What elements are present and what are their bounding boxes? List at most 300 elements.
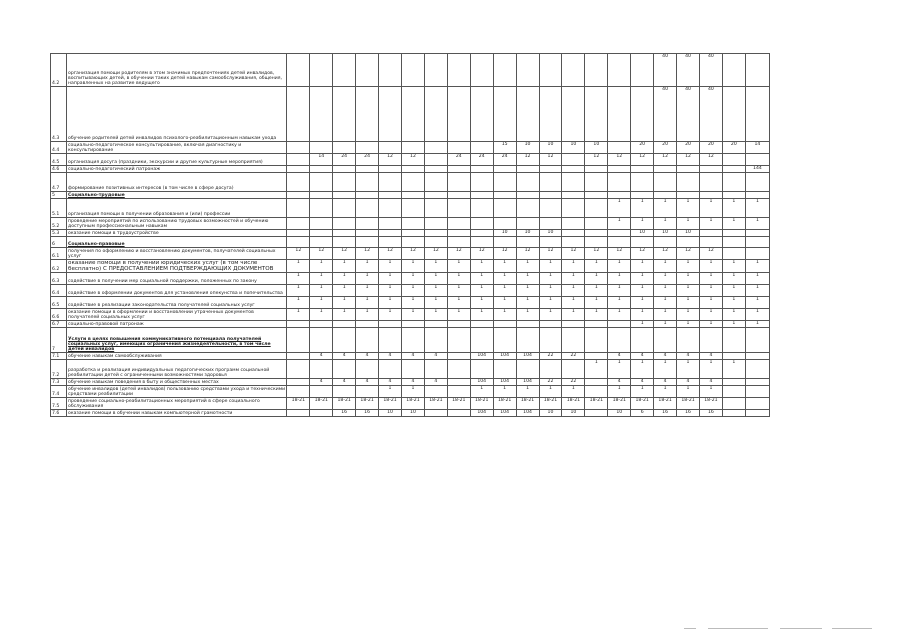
value-cell: 1	[699, 199, 722, 218]
value-cell: 1	[654, 218, 677, 230]
value-cell: 18-21	[608, 398, 631, 410]
value-cell: 1	[722, 360, 745, 379]
value-cell: 144	[745, 166, 769, 173]
value-cell: 4	[310, 379, 333, 386]
value-cell: 1	[470, 285, 493, 297]
value-cell: 1	[608, 273, 631, 285]
value-cell: 1	[310, 260, 333, 273]
value-cell: 1	[585, 297, 608, 309]
row-number: 4.2	[51, 54, 67, 87]
value-cell: 1	[722, 309, 745, 321]
value-cell	[287, 192, 310, 199]
value-cell: 1	[699, 273, 722, 285]
value-cell	[424, 328, 447, 353]
value-cell: 1	[745, 297, 769, 309]
row-number: 7.2	[51, 360, 67, 379]
value-cell: 1	[631, 199, 654, 218]
value-cell	[585, 410, 608, 417]
value-cell: 10	[516, 142, 539, 154]
value-cell: 1	[401, 309, 424, 321]
value-cell: 1	[722, 273, 745, 285]
value-cell	[310, 166, 333, 173]
value-cell	[356, 87, 379, 142]
value-cell	[539, 360, 562, 379]
value-cell: 12	[516, 248, 539, 260]
value-cell: 12	[608, 154, 631, 166]
value-cell	[470, 173, 493, 192]
value-cell: 12	[310, 248, 333, 260]
value-cell	[722, 54, 745, 87]
value-cell: 1	[631, 218, 654, 230]
value-cell	[424, 360, 447, 379]
value-cell: 10	[539, 230, 562, 237]
value-cell: 1	[699, 309, 722, 321]
value-cell	[654, 237, 677, 248]
value-cell: 22	[562, 379, 585, 386]
value-cell: 1	[745, 309, 769, 321]
value-cell: 10	[585, 142, 608, 154]
value-cell: 1	[608, 260, 631, 273]
value-cell	[493, 218, 516, 230]
service-description: организация помощи в получении образования и (или) профессии	[67, 199, 287, 218]
value-cell: 1	[699, 285, 722, 297]
value-cell	[356, 192, 379, 199]
value-cell: 4	[333, 353, 356, 360]
value-cell	[631, 54, 654, 87]
value-cell: 1	[401, 273, 424, 285]
value-cell: 14	[745, 142, 769, 154]
value-cell	[745, 87, 769, 142]
value-cell: 1	[539, 273, 562, 285]
value-cell	[631, 237, 654, 248]
row-number: 4.4	[51, 142, 67, 154]
value-cell	[585, 230, 608, 237]
value-cell	[539, 173, 562, 192]
value-cell: 1	[401, 260, 424, 273]
table-row	[51, 154, 770, 166]
value-cell	[608, 87, 631, 142]
value-cell: 12	[654, 154, 677, 166]
value-cell	[287, 87, 310, 142]
row-number: 5.1	[51, 199, 67, 218]
value-cell: 1	[677, 273, 700, 285]
value-cell	[401, 173, 424, 192]
value-cell	[287, 321, 310, 328]
value-cell	[287, 54, 310, 87]
value-cell	[310, 192, 333, 199]
value-cell	[722, 379, 745, 386]
value-cell: 1	[677, 199, 700, 218]
service-description: обучение навыкам самообслуживания	[67, 353, 287, 360]
value-cell	[287, 386, 310, 398]
value-cell	[447, 218, 470, 230]
value-cell	[539, 192, 562, 199]
value-cell	[699, 328, 722, 353]
value-cell	[470, 230, 493, 237]
value-cell: 1	[585, 360, 608, 379]
value-cell	[470, 142, 493, 154]
value-cell	[562, 54, 585, 87]
value-cell: 40	[677, 87, 700, 142]
value-cell	[424, 386, 447, 398]
service-description: обучение навыкам поведения в быту и общественных местах	[67, 379, 287, 386]
value-cell	[379, 218, 402, 230]
value-cell: 12	[333, 248, 356, 260]
value-cell: 12	[539, 248, 562, 260]
value-cell: 1	[516, 260, 539, 273]
value-cell: 1	[401, 297, 424, 309]
value-cell	[562, 321, 585, 328]
value-cell: 12	[470, 248, 493, 260]
value-cell	[585, 353, 608, 360]
value-cell: 12	[287, 248, 310, 260]
value-cell	[631, 87, 654, 142]
table-row	[51, 321, 770, 328]
value-cell	[379, 360, 402, 379]
value-cell	[287, 237, 310, 248]
value-cell: 4	[310, 353, 333, 360]
service-description: Услуги в целях повышения коммуникативного потенциала получателей социальных услуг, имеющих ограничения жизнедеятельности, в том числе детей инвалидов	[67, 328, 287, 353]
value-cell	[470, 237, 493, 248]
value-cell: 1	[424, 273, 447, 285]
value-cell	[562, 199, 585, 218]
value-cell	[699, 192, 722, 199]
value-cell	[585, 199, 608, 218]
value-cell	[401, 87, 424, 142]
value-cell	[699, 230, 722, 237]
value-cell	[493, 166, 516, 173]
value-cell: 1	[539, 297, 562, 309]
value-cell: 12	[631, 154, 654, 166]
table-row	[51, 142, 770, 154]
value-cell: 24	[333, 154, 356, 166]
value-cell	[401, 218, 424, 230]
value-cell: 1	[287, 260, 310, 273]
value-cell: 1	[722, 297, 745, 309]
value-cell	[493, 173, 516, 192]
value-cell	[585, 218, 608, 230]
value-cell: 1	[631, 321, 654, 328]
value-cell	[287, 199, 310, 218]
value-cell	[722, 386, 745, 398]
value-cell	[493, 87, 516, 142]
value-cell	[722, 353, 745, 360]
value-cell: 10	[562, 410, 585, 417]
value-cell	[722, 248, 745, 260]
value-cell	[699, 237, 722, 248]
value-cell	[722, 410, 745, 417]
service-description: оказание помощи в трудоустройстве	[67, 230, 287, 237]
value-cell	[631, 328, 654, 353]
value-cell	[379, 54, 402, 87]
value-cell	[424, 142, 447, 154]
value-cell: 1	[447, 309, 470, 321]
value-cell: 1	[677, 285, 700, 297]
value-cell: 1	[654, 309, 677, 321]
value-cell: 10	[516, 230, 539, 237]
value-cell	[333, 237, 356, 248]
value-cell	[470, 218, 493, 230]
scan-artifact-line	[780, 628, 822, 629]
table-row	[51, 328, 770, 353]
value-cell	[379, 328, 402, 353]
value-cell	[722, 328, 745, 353]
table-row	[51, 360, 770, 379]
value-cell: 1	[562, 309, 585, 321]
row-number: 6.3	[51, 273, 67, 285]
value-cell	[516, 237, 539, 248]
value-cell	[745, 192, 769, 199]
value-cell: 1	[470, 297, 493, 309]
service-description: формирование позитивных интересов (в том числе в сфере досуга)	[67, 173, 287, 192]
value-cell: 1	[585, 273, 608, 285]
value-cell: 1	[631, 309, 654, 321]
value-cell	[585, 386, 608, 398]
value-cell	[516, 199, 539, 218]
value-cell: 1	[401, 386, 424, 398]
value-cell: 12	[356, 248, 379, 260]
value-cell: 1	[699, 218, 722, 230]
value-cell: 1	[493, 297, 516, 309]
value-cell: 4	[379, 353, 402, 360]
value-cell	[287, 410, 310, 417]
value-cell: 1	[356, 297, 379, 309]
value-cell: 1	[631, 260, 654, 273]
value-cell	[379, 321, 402, 328]
value-cell: 1	[722, 321, 745, 328]
value-cell: 1	[631, 297, 654, 309]
value-cell: 18-21	[677, 398, 700, 410]
value-cell: 1	[447, 297, 470, 309]
value-cell: 1	[562, 273, 585, 285]
value-cell: 1	[608, 360, 631, 379]
service-description: организация помощи родителям в этом значимых предпочтениях детей инвалидов, воспитывающих детей, в обучении таких детей навыкам самообслуживания, общения, направленных на развитие ведущего	[67, 54, 287, 87]
value-cell: 1	[470, 273, 493, 285]
value-cell	[401, 142, 424, 154]
value-cell: 12	[379, 154, 402, 166]
value-cell: 104	[470, 410, 493, 417]
value-cell: 104	[493, 353, 516, 360]
value-cell: 4	[424, 379, 447, 386]
row-number: 6.6	[51, 309, 67, 321]
value-cell	[654, 328, 677, 353]
value-cell	[447, 379, 470, 386]
value-cell	[310, 218, 333, 230]
row-number: 7.5	[51, 398, 67, 410]
value-cell	[631, 173, 654, 192]
value-cell	[287, 353, 310, 360]
value-cell: 1	[401, 285, 424, 297]
value-cell: 1	[608, 199, 631, 218]
service-description: содействие в получении мер социальной поддержки, положенных по закону	[67, 273, 287, 285]
value-cell: 18-21	[447, 398, 470, 410]
value-cell: 10	[379, 410, 402, 417]
value-cell	[333, 173, 356, 192]
value-cell	[310, 173, 333, 192]
value-cell: 1	[562, 260, 585, 273]
value-cell	[585, 379, 608, 386]
value-cell: 12	[608, 248, 631, 260]
row-number: 7.3	[51, 379, 67, 386]
value-cell	[585, 166, 608, 173]
value-cell	[585, 321, 608, 328]
value-cell	[447, 192, 470, 199]
table-row	[51, 230, 770, 237]
value-cell	[562, 328, 585, 353]
value-cell: 1	[379, 309, 402, 321]
value-cell	[585, 192, 608, 199]
value-cell: 18-21	[424, 398, 447, 410]
value-cell: 4	[677, 353, 700, 360]
value-cell: 1	[516, 297, 539, 309]
value-cell: 1	[608, 218, 631, 230]
value-cell	[585, 328, 608, 353]
value-cell: 10	[631, 230, 654, 237]
value-cell	[608, 237, 631, 248]
value-cell: 18-21	[379, 398, 402, 410]
value-cell	[745, 328, 769, 353]
value-cell: 1	[470, 260, 493, 273]
value-cell: 10	[539, 142, 562, 154]
value-cell	[424, 192, 447, 199]
value-cell	[470, 166, 493, 173]
value-cell: 20	[654, 142, 677, 154]
value-cell: 1	[677, 297, 700, 309]
value-cell: 1	[585, 285, 608, 297]
value-cell	[287, 379, 310, 386]
value-cell: 18-21	[356, 398, 379, 410]
value-cell: 1	[447, 273, 470, 285]
value-cell	[516, 54, 539, 87]
value-cell	[654, 192, 677, 199]
value-cell	[677, 237, 700, 248]
value-cell: 40	[699, 54, 722, 87]
value-cell	[677, 173, 700, 192]
value-cell: 104	[493, 379, 516, 386]
value-cell: 1	[447, 285, 470, 297]
value-cell	[539, 321, 562, 328]
service-description: оказание помощи в оформлении и восстановлении утраченных документов получателей социальных услуг	[67, 309, 287, 321]
value-cell: 12	[516, 154, 539, 166]
value-cell: 1	[745, 260, 769, 273]
service-description: содействие в оформлении документов для установления опекунства и попечительства	[67, 285, 287, 297]
value-cell	[493, 54, 516, 87]
value-cell	[493, 328, 516, 353]
service-description: оказание помощи в обучении навыкам компьютерной грамотности	[67, 410, 287, 417]
value-cell: 1	[493, 260, 516, 273]
value-cell: 24	[447, 154, 470, 166]
value-cell	[401, 237, 424, 248]
value-cell: 22	[539, 379, 562, 386]
value-cell	[333, 192, 356, 199]
value-cell	[745, 360, 769, 379]
value-cell	[516, 87, 539, 142]
value-cell	[516, 328, 539, 353]
value-cell: 104	[516, 410, 539, 417]
value-cell: 10	[562, 142, 585, 154]
value-cell: 18-21	[493, 398, 516, 410]
value-cell	[470, 321, 493, 328]
value-cell	[539, 166, 562, 173]
value-cell	[356, 321, 379, 328]
value-cell: 6	[631, 410, 654, 417]
row-number: 7.1	[51, 353, 67, 360]
value-cell	[722, 166, 745, 173]
value-cell	[333, 360, 356, 379]
value-cell: 1	[539, 285, 562, 297]
value-cell: 1	[745, 218, 769, 230]
value-cell: 1	[654, 360, 677, 379]
value-cell: 1	[516, 273, 539, 285]
value-cell: 1	[470, 309, 493, 321]
value-cell: 1	[539, 309, 562, 321]
value-cell	[310, 230, 333, 237]
value-cell	[287, 173, 310, 192]
value-cell	[401, 328, 424, 353]
value-cell	[447, 410, 470, 417]
table-row	[51, 309, 770, 321]
value-cell	[493, 192, 516, 199]
value-cell: 1	[699, 297, 722, 309]
service-table-sheet	[50, 53, 770, 510]
value-cell: 1	[539, 386, 562, 398]
value-cell: 1	[722, 260, 745, 273]
row-number: 4.6	[51, 166, 67, 173]
value-cell	[447, 321, 470, 328]
value-cell: 1	[699, 360, 722, 379]
value-cell	[654, 173, 677, 192]
value-cell	[401, 321, 424, 328]
value-cell: 1	[699, 260, 722, 273]
value-cell: 1	[631, 285, 654, 297]
value-cell	[608, 142, 631, 154]
value-cell: 12	[677, 248, 700, 260]
value-cell	[608, 192, 631, 199]
service-description: организация досуга (праздники, экскурсии и другие культурные мероприятия)	[67, 154, 287, 166]
service-description: социально-педагогический патронаж	[67, 166, 287, 173]
value-cell: 1	[631, 386, 654, 398]
value-cell	[424, 166, 447, 173]
value-cell	[631, 166, 654, 173]
value-cell	[333, 166, 356, 173]
value-cell	[333, 321, 356, 328]
value-cell: 1	[379, 297, 402, 309]
value-cell	[722, 87, 745, 142]
value-cell: 12	[401, 154, 424, 166]
value-cell	[401, 192, 424, 199]
value-cell: 16	[333, 410, 356, 417]
value-cell	[333, 199, 356, 218]
value-cell	[539, 237, 562, 248]
value-cell: 12	[699, 154, 722, 166]
row-number: 6	[51, 237, 67, 248]
value-cell	[424, 218, 447, 230]
value-cell: 4	[699, 353, 722, 360]
value-cell	[447, 173, 470, 192]
value-cell: 1	[287, 297, 310, 309]
value-cell: 4	[677, 379, 700, 386]
value-cell: 18-21	[333, 398, 356, 410]
value-cell	[424, 410, 447, 417]
row-number: 6.2	[51, 260, 67, 273]
value-cell: 10	[539, 410, 562, 417]
table-row	[51, 398, 770, 410]
value-cell: 24	[470, 154, 493, 166]
value-cell: 20	[631, 142, 654, 154]
value-cell: 1	[745, 199, 769, 218]
value-cell	[562, 87, 585, 142]
value-cell: 12	[631, 248, 654, 260]
